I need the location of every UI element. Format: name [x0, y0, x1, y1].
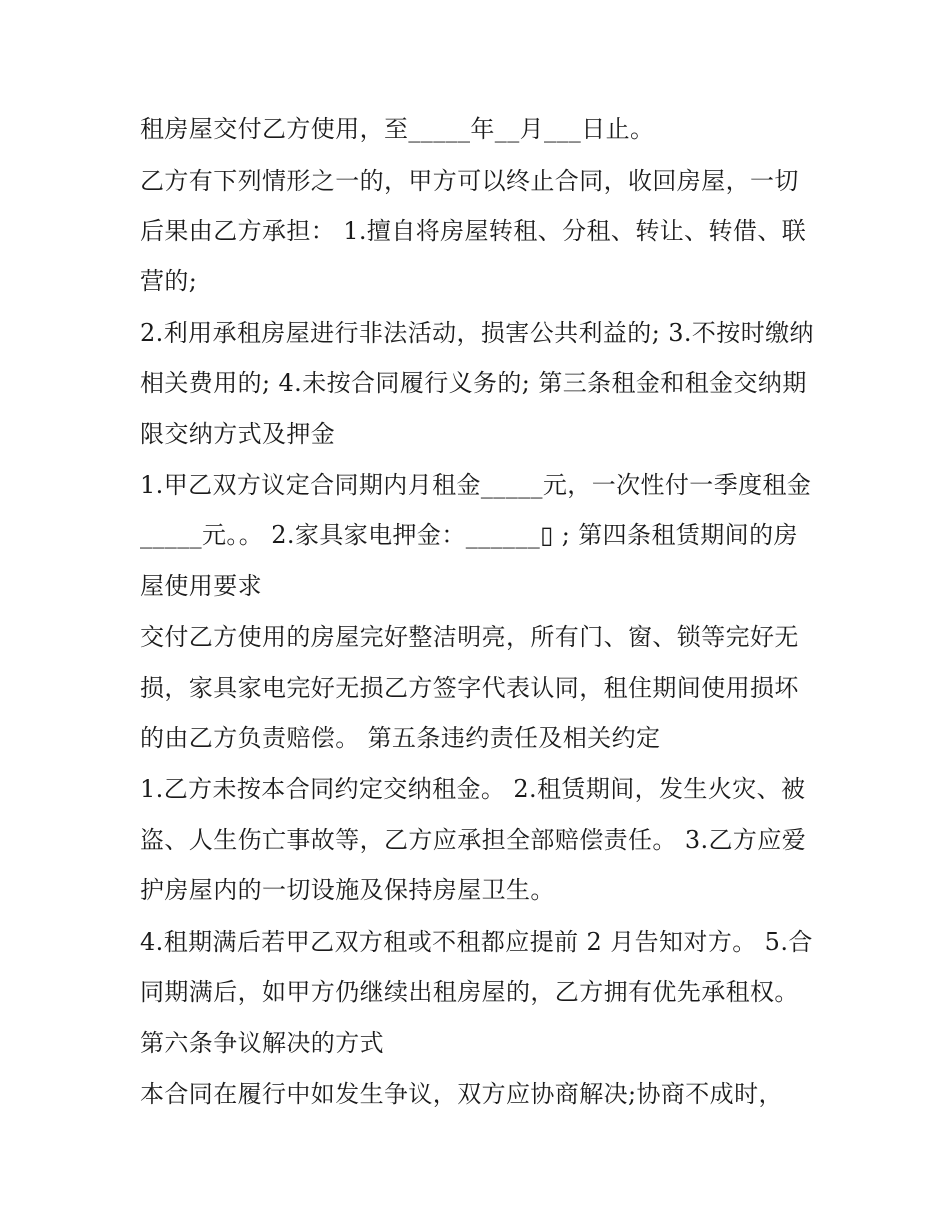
text-line: 乙方有下列情形之一的，甲方可以终止合同，收回房屋，一切 [140, 167, 799, 195]
text-line: 第六条争议解决的方式 [140, 1029, 384, 1057]
text-line: 1.乙方未按本合同约定交纳租金。 2.租赁期间，发生火灾、被 [140, 775, 806, 803]
text-line: 护房屋内的一切设施及保持房屋卫生。 [140, 876, 555, 904]
text-line: 后果由乙方承担： 1.擅自将房屋转租、分租、转让、转借、联 [140, 217, 807, 245]
text-line: 相关费用的; 4.未按合同履行义务的; 第三条租金和租金交纳期 [140, 369, 807, 397]
text-line: 盗、人生伤亡事故等，乙方应承担全部赔偿责任。 3.乙方应爱 [140, 826, 807, 854]
text-line: 限交纳方式及押金 [140, 420, 336, 448]
text-line: _____元。。 2.家具家电押金：______▯ ; 第四条租赁期间的房 [140, 521, 798, 549]
text-line: 损，家具家电完好无损乙方签字代表认同，租住期间使用损坏 [140, 674, 799, 702]
text-line: 租房屋交付乙方使用，至_____年__月___日止。 [140, 115, 655, 143]
text-line: 的由乙方负责赔偿。 第五条违约责任及相关约定 [140, 724, 661, 752]
text-line: 营的; [140, 267, 198, 295]
text-line: 2.利用承租房屋进行非法活动，损害公共利益的; 3.不按时缴纳 [140, 319, 814, 347]
text-line: 本合同在履行中如发生争议，双方应协商解决;协商不成时， [140, 1080, 783, 1108]
text-line: 同期满后，如甲方仍继续出租房屋的，乙方拥有优先承租权。 [140, 978, 799, 1006]
text-line: 1.甲乙双方议定合同期内月租金_____元，一次性付一季度租金 [140, 471, 812, 499]
text-line: 屋使用要求 [140, 572, 262, 600]
text-line: 4.租期满后若甲乙双方租或不租都应提前 2 月告知对方。 5.合 [140, 928, 813, 956]
text-line: 交付乙方使用的房屋完好整洁明亮，所有门、窗、锁等完好无 [140, 623, 799, 651]
